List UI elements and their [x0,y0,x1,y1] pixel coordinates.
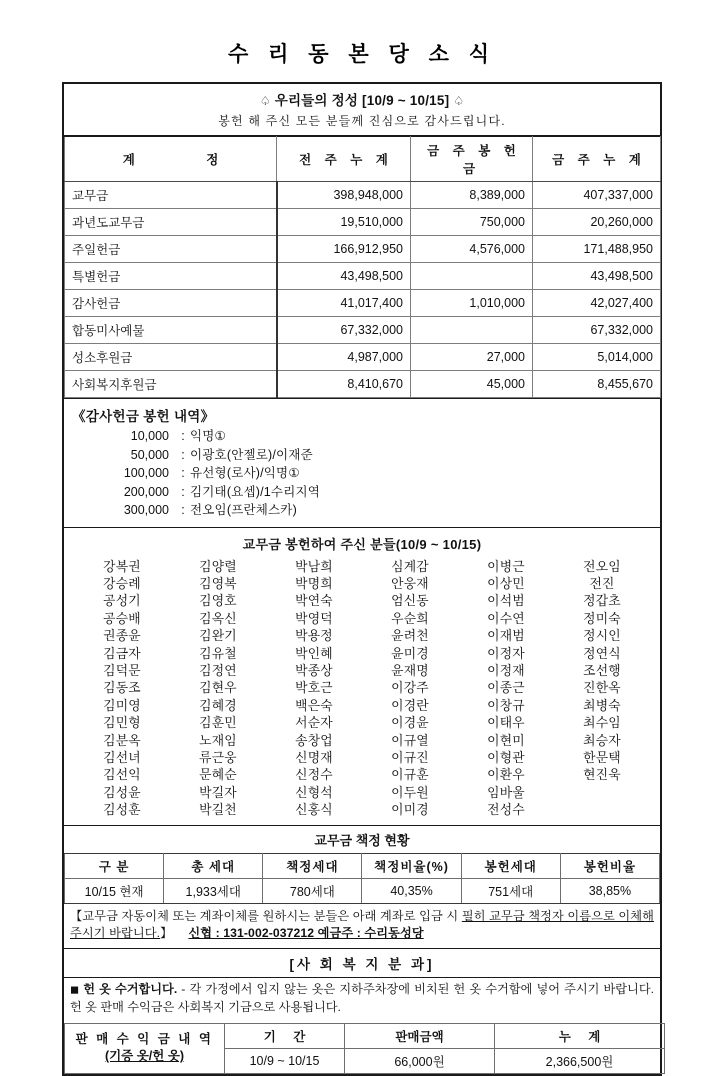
donor-name: 김분옥 [103,732,141,748]
welfare-body [64,977,660,1023]
donor-name: 최승자 [583,732,621,748]
donor-name: 김혜경 [199,697,237,713]
donor-name: 심계감 [391,558,429,574]
donor-name: 이재범 [487,628,525,644]
finance-table [64,136,661,398]
donor-name: 이두원 [391,784,429,800]
donor-name: 김선익 [103,767,141,783]
finance-cell-prev-total: 19,510,000 [277,209,411,236]
donor-name: 이규진 [391,749,429,765]
col-header-running-total: 금 주 누 계 [533,137,661,182]
donor-name: 이규열 [391,732,429,748]
donor-name: 이현미 [487,732,525,748]
donor-name: 김유철 [199,645,237,661]
thanksgiving-amount: 200,000 [123,484,169,499]
thanksgiving-donor-names: 익명① [190,429,226,443]
donor-name: 김영복 [199,575,237,591]
thanksgiving-entry [64,464,660,483]
thanksgiving-separator: : [181,484,185,499]
thanksgiving-entry [64,483,660,502]
donor-name: 김동조 [103,680,141,696]
finance-cell-running-total: 171,488,950 [533,236,661,263]
finance-cell-prev-total: 8,410,670 [277,371,411,398]
donor-name: 강복권 [103,558,141,574]
donors-section [64,528,660,826]
donor-name: 이정자 [487,645,525,661]
donor-name: 정시인 [583,628,621,644]
donor-name: 이형관 [487,749,525,765]
assessment-data-row [65,878,660,903]
finance-table-section [64,136,660,399]
donor-name: 박길자 [199,784,237,800]
donor-name: 이미경 [391,802,429,818]
assessment-title: 교무금 책정 현황 [314,832,410,848]
donor-name: 조선행 [583,662,621,678]
assessment-col-header: 책정비율(%) [362,853,461,878]
finance-cell-prev-total: 67,332,000 [277,317,411,344]
finance-cell-week-offering: 8,389,000 [411,182,533,209]
finance-cell-account: 특별헌금 [65,263,277,290]
thanksgiving-donor-names: 유선형(로사)/익명① [190,466,300,480]
assessment-col-header: 구 분 [65,853,164,878]
donor-name-column [458,558,554,819]
finance-cell-prev-total: 166,912,950 [277,236,411,263]
table-row [65,236,661,263]
donor-name: 이창규 [487,697,525,713]
finance-cell-running-total: 8,455,670 [533,371,661,398]
finance-cell-week-offering: 4,576,000 [411,236,533,263]
donor-name: 문혜순 [199,767,237,783]
assessment-col-header: 책정세대 [263,853,362,878]
donor-name: 이환우 [487,767,525,783]
sales-value-period: 10/9 ~ 10/15 [225,1048,345,1073]
sales-lead-line2: (기증 옷/헌 옷) [104,1049,185,1064]
thanksgiving-entry [64,446,660,465]
thanksgiving-separator: : [181,447,185,462]
sales-col-period: 기 간 [225,1023,345,1048]
donor-name: 이석범 [487,593,525,609]
donor-name: 서순자 [295,715,333,731]
finance-cell-running-total: 407,337,000 [533,182,661,209]
offering-heading-line [68,89,656,109]
col-header-prev-total: 전 주 누 계 [277,137,411,182]
thanksgiving-separator: : [181,503,185,517]
notice-part2: 】 [160,926,173,941]
donor-name: 정미숙 [583,610,621,626]
donor-name: 임바울 [487,784,525,800]
donor-name: 박명희 [295,575,333,591]
assessment-header-row [65,853,660,878]
donor-name: 정연식 [583,645,621,661]
finance-cell-account: 사회복지후원금 [65,371,277,398]
thanksgiving-list [64,427,660,520]
donor-name: 정갑초 [583,593,621,609]
donor-name: 안웅재 [391,575,429,591]
finance-cell-week-offering: 27,000 [411,344,533,371]
thanksgiving-section [64,399,660,528]
finance-cell-account: 교무금 [65,182,277,209]
assessment-cell: 10/15 현재 [65,878,164,903]
thanksgiving-amount: 300,000 [123,503,169,517]
donor-name-column [266,558,362,819]
finance-cell-account: 주일헌금 [65,236,277,263]
donor-name-column [554,558,650,819]
thanksgiving-donor-names: 이광호(안젤로)/이재준 [190,447,313,462]
assessment-cell: 40,35% [362,878,461,903]
welfare-section [64,949,660,1074]
donor-name: 권종윤 [103,628,141,644]
offering-heading-text: 우리들의 정성 [10/9 ~ 10/15] [274,93,450,108]
finance-table-body [65,182,661,398]
donor-name: 김금자 [103,645,141,661]
donor-name: 김옥신 [199,610,237,626]
page-title: 수 리 동 본 당 소 식 [227,43,496,66]
donor-name: 이종근 [487,680,525,696]
donor-name: 공성기 [103,593,141,609]
donor-name: 이상민 [487,575,525,591]
donor-name: 김완기 [199,628,237,644]
finance-cell-running-total: 5,014,000 [533,344,661,371]
donor-name: 김영호 [199,593,237,609]
donors-heading: 교무금 봉헌하여 주신 분들(10/9 ~ 10/15) [242,536,482,552]
table-row [65,371,661,398]
donor-name-column [74,558,170,819]
finance-cell-week-offering: 750,000 [411,209,533,236]
donor-name: 박길천 [199,802,237,818]
donor-name: 이수연 [487,610,525,626]
donor-name: 김성윤 [103,784,141,800]
assessment-col-header: 총 세대 [164,853,263,878]
square-bullet-icon: ◼ [70,983,80,996]
table-row [65,209,661,236]
welfare-title: [사 회 복 지 분 과] [289,956,435,972]
sales-value-amount: 66,000원 [345,1048,495,1073]
donor-name: 박호근 [295,680,333,696]
finance-cell-week-offering: 45,000 [411,371,533,398]
finance-cell-week-offering [411,317,533,344]
donor-name: 전진 [589,575,615,591]
donor-name: 전성수 [487,802,525,818]
spade-right-icon: ♤ [453,94,465,108]
finance-cell-running-total: 67,332,000 [533,317,661,344]
table-row [65,290,661,317]
donor-name: 박용정 [295,628,333,644]
spade-left-icon: ♤ [259,94,271,108]
donor-name: 박남희 [295,558,333,574]
donor-name: 박인혜 [295,645,333,661]
donor-name-column [362,558,458,819]
notice-underlined: 필히 교무금 책정자 이름으로 이체해 주시기 바랍니다. [70,908,654,941]
donor-name: 강승례 [103,575,141,591]
thanksgiving-donor-names: 김기태(요셉)/1수리지역 [190,484,321,499]
donor-name-grid [64,558,660,819]
donor-name: 신명재 [295,749,333,765]
thanksgiving-amount: 10,000 [130,429,169,443]
finance-cell-prev-total: 43,498,500 [277,263,411,290]
donor-name: 김민형 [103,715,141,731]
assessment-notice [64,904,660,948]
donor-name: 한문택 [583,749,621,765]
donor-name: 신형석 [295,784,333,800]
finance-cell-week-offering [411,263,533,290]
thanksgiving-heading: 《감사헌금 봉헌 내역》 [72,409,215,424]
thanksgiving-separator: : [181,466,185,480]
donor-name: 노재임 [199,732,237,748]
assessment-cell: 38,85% [560,878,659,903]
assessment-section [64,826,660,949]
donor-name: 김선녀 [103,749,141,765]
col-header-account: 계 정 [65,137,277,182]
finance-cell-running-total: 43,498,500 [533,263,661,290]
donor-name: 이강주 [391,680,429,696]
donor-name: 백은숙 [295,697,333,713]
col-header-week-offering: 금 주 봉 헌 금 [411,137,533,182]
assessment-cell: 780세대 [263,878,362,903]
sales-col-amount: 판매금액 [345,1023,495,1048]
donor-name: 윤려천 [391,628,429,644]
thanksgiving-entry [64,501,660,520]
assessment-cell: 751세대 [461,878,560,903]
finance-cell-account: 과년도교무금 [65,209,277,236]
donor-name: 김정연 [199,662,237,678]
finance-cell-prev-total: 398,948,000 [277,182,411,209]
donor-name: 우순희 [391,610,429,626]
notice-part1: 【교무금 자동이체 또는 계좌이체를 원하시는 분들은 아래 계좌로 입금 시 [70,908,462,923]
donor-name: 진한옥 [583,680,621,696]
donor-name: 최병숙 [583,697,621,713]
table-row [65,263,661,290]
donor-name: 최수임 [583,715,621,731]
donor-name: 김훈민 [199,715,237,731]
donor-name: 윤재명 [391,662,429,678]
donor-name: 신정수 [295,767,333,783]
sales-lead-line1: 판 매 수 익 금 내 역 [75,1032,214,1047]
finance-cell-week-offering: 1,010,000 [411,290,533,317]
finance-cell-account: 감사헌금 [65,290,277,317]
donor-name: 김덕문 [103,662,141,678]
thanksgiving-amount: 100,000 [123,466,169,480]
donor-name: 이규훈 [391,767,429,783]
donor-name: 이태우 [487,715,525,731]
donor-name: 윤미경 [391,645,429,661]
bulletin-frame [62,82,662,1076]
donor-name: 현진욱 [583,767,621,783]
donor-name: 류근웅 [199,749,237,765]
donor-name-column [170,558,266,819]
sales-lead-cell [65,1023,225,1073]
table-row [65,317,661,344]
thanksgiving-separator: : [181,429,185,443]
sales-value-cumulative: 2,366,500원 [495,1048,665,1073]
finance-cell-account: 합동미사예물 [65,317,277,344]
sales-header-row [65,1023,665,1048]
finance-cell-running-total: 20,260,000 [533,209,661,236]
donor-name: 신홍식 [295,802,333,818]
sales-col-cumulative: 누 계 [495,1023,665,1048]
donor-name: 김양렬 [199,558,237,574]
finance-cell-account: 성소후원금 [65,344,277,371]
table-row [65,182,661,209]
finance-cell-running-total: 42,027,400 [533,290,661,317]
offering-header [64,84,660,136]
donor-name: 공승배 [103,610,141,626]
sales-revenue-table [64,1023,665,1074]
donor-name: 전오임 [583,558,621,574]
assessment-col-header: 봉헌비율 [560,853,659,878]
donor-name: 이경란 [391,697,429,713]
donor-name: 김미영 [103,697,141,713]
donor-name: 이경윤 [391,715,429,731]
donor-name: 김성훈 [103,802,141,818]
donor-name: 박영덕 [295,610,333,626]
bank-account-info: 신협 : 131-002-037212 예금주 : 수리동성당 [188,926,424,941]
finance-header-row [65,137,661,182]
assessment-col-header: 봉헌세대 [461,853,560,878]
table-row [65,344,661,371]
assessment-table [64,853,660,904]
donor-name: 박연숙 [295,593,333,609]
offering-subheading: 봉헌 해 주신 모든 분들께 진심으로 감사드립니다. [218,114,506,128]
finance-cell-prev-total: 41,017,400 [277,290,411,317]
welfare-lead: 헌 옷 수거합니다. [83,981,178,996]
welfare-description: - 각 가정에서 입지 않는 옷은 지하주차장에 비치된 헌 옷 수거함에 넣어 주시기 바랍니다. 헌 옷 판매 수익금은 사회복지 기금으로 사용됩니다. [70,981,654,1015]
thanksgiving-entry [64,427,660,446]
finance-cell-prev-total: 4,987,000 [277,344,411,371]
donor-name: 송창업 [295,732,333,748]
donor-name: 이정재 [487,662,525,678]
thanksgiving-amount: 50,000 [130,447,169,462]
donor-name: 김현우 [199,680,237,696]
donor-name: 엄신동 [391,593,429,609]
donor-name: 이병근 [487,558,525,574]
thanksgiving-donor-names: 전오임(프란체스카) [190,503,297,517]
donor-name: 박종상 [295,662,333,678]
assessment-cell: 1,933세대 [164,878,263,903]
